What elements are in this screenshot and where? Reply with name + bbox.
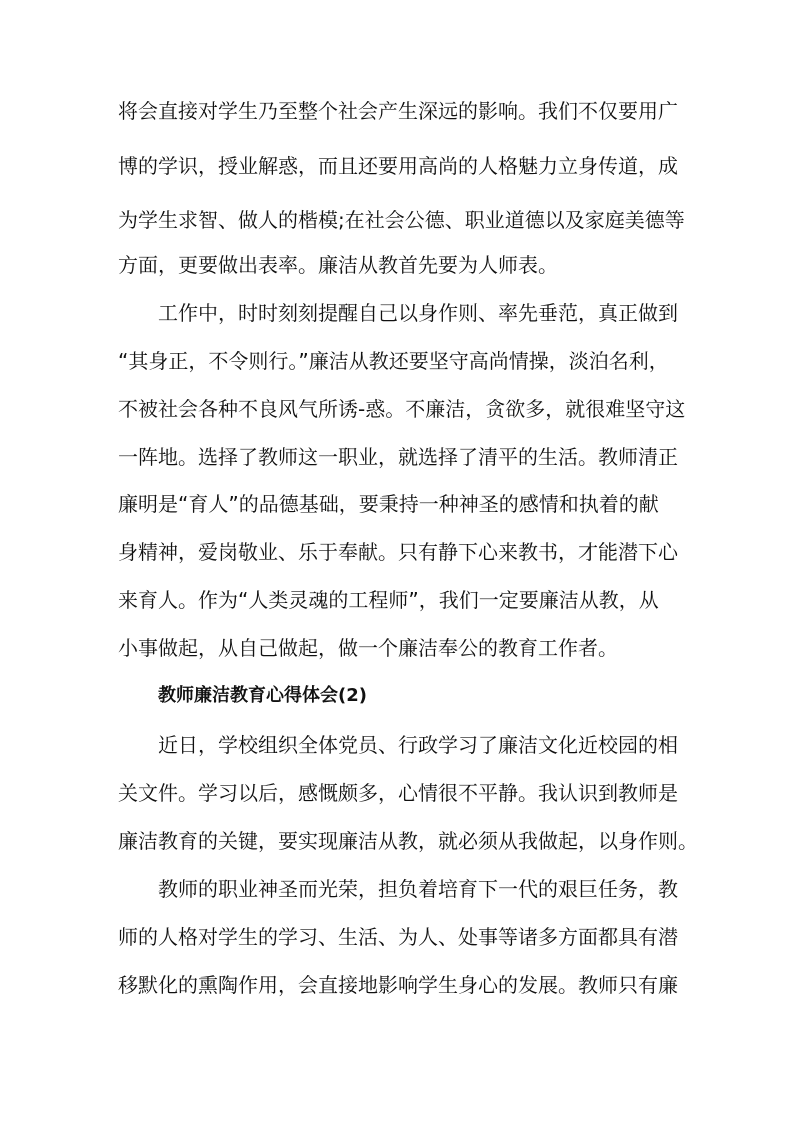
- paragraph-2-line-6: 身精神，爱岗敬业、乐于奉献。只有静下心来教书，才能潜下心: [118, 540, 678, 564]
- paragraph-3-line-2: 关文件。学习以后，感慨颇多，心情很不平静。我认识到教师是: [118, 781, 678, 805]
- paragraph-2-line-4: 一阵地。选择了教师这一职业，就选择了清平的生活。教师清正: [118, 445, 678, 469]
- paragraph-2-line-2: “其身正，不令则行。”廉洁从教还要坚守高尚情操，淡泊名利，: [118, 349, 669, 373]
- paragraph-4-line-3: 移默化的熏陶作用，会直接地影响学生身心的发展。教师只有廉: [118, 973, 678, 997]
- paragraph-4-line-1: 教师的职业神圣而光荣，担负着培育下一代的艰巨任务，教: [158, 877, 678, 901]
- paragraph-2-line-7: 来育人。作为“人类灵魂的工程师”，我们一定要廉洁从教，从: [118, 588, 659, 612]
- section-heading: 教师廉洁教育心得体会(2): [158, 685, 367, 706]
- paragraph-2-line-5: 廉明是“育人”的品德基础，要秉持一种神圣的感情和执着的献: [118, 492, 659, 516]
- paragraph-1-line-2: 博的学识，授业解惑，而且还要用高尚的人格魅力立身传道，成: [118, 154, 678, 178]
- paragraph-1-line-1: 将会直接对学生乃至整个社会产生深远的影响。我们不仅要用广: [118, 99, 678, 123]
- paragraph-4-line-2: 师的人格对学生的学习、生活、为人、处事等诸多方面都具有潜: [118, 925, 678, 949]
- paragraph-2-line-1: 工作中，时时刻刻提醒自己以身作则、率先垂范，真正做到: [158, 301, 678, 325]
- paragraph-3-line-3: 廉洁教育的关键，要实现廉洁从教，就必须从我做起，以身作则。: [118, 829, 698, 853]
- paragraph-1-line-4: 方面，更要做出表率。廉洁从教首先要为人师表。: [118, 253, 558, 277]
- paragraph-2-line-8: 小事做起，从自己做起，做一个廉洁奉公的教育工作者。: [118, 636, 618, 660]
- paragraph-1-line-3: 为学生求智、做人的楷模;在社会公德、职业道德以及家庭美德等: [118, 208, 685, 232]
- paragraph-2-line-3: 不被社会各种不良风气所诱-惑。不廉洁，贪欲多，就很难坚守这: [118, 397, 686, 421]
- paragraph-3-line-1: 近日，学校组织全体党员、行政学习了廉洁文化近校园的相: [158, 733, 678, 757]
